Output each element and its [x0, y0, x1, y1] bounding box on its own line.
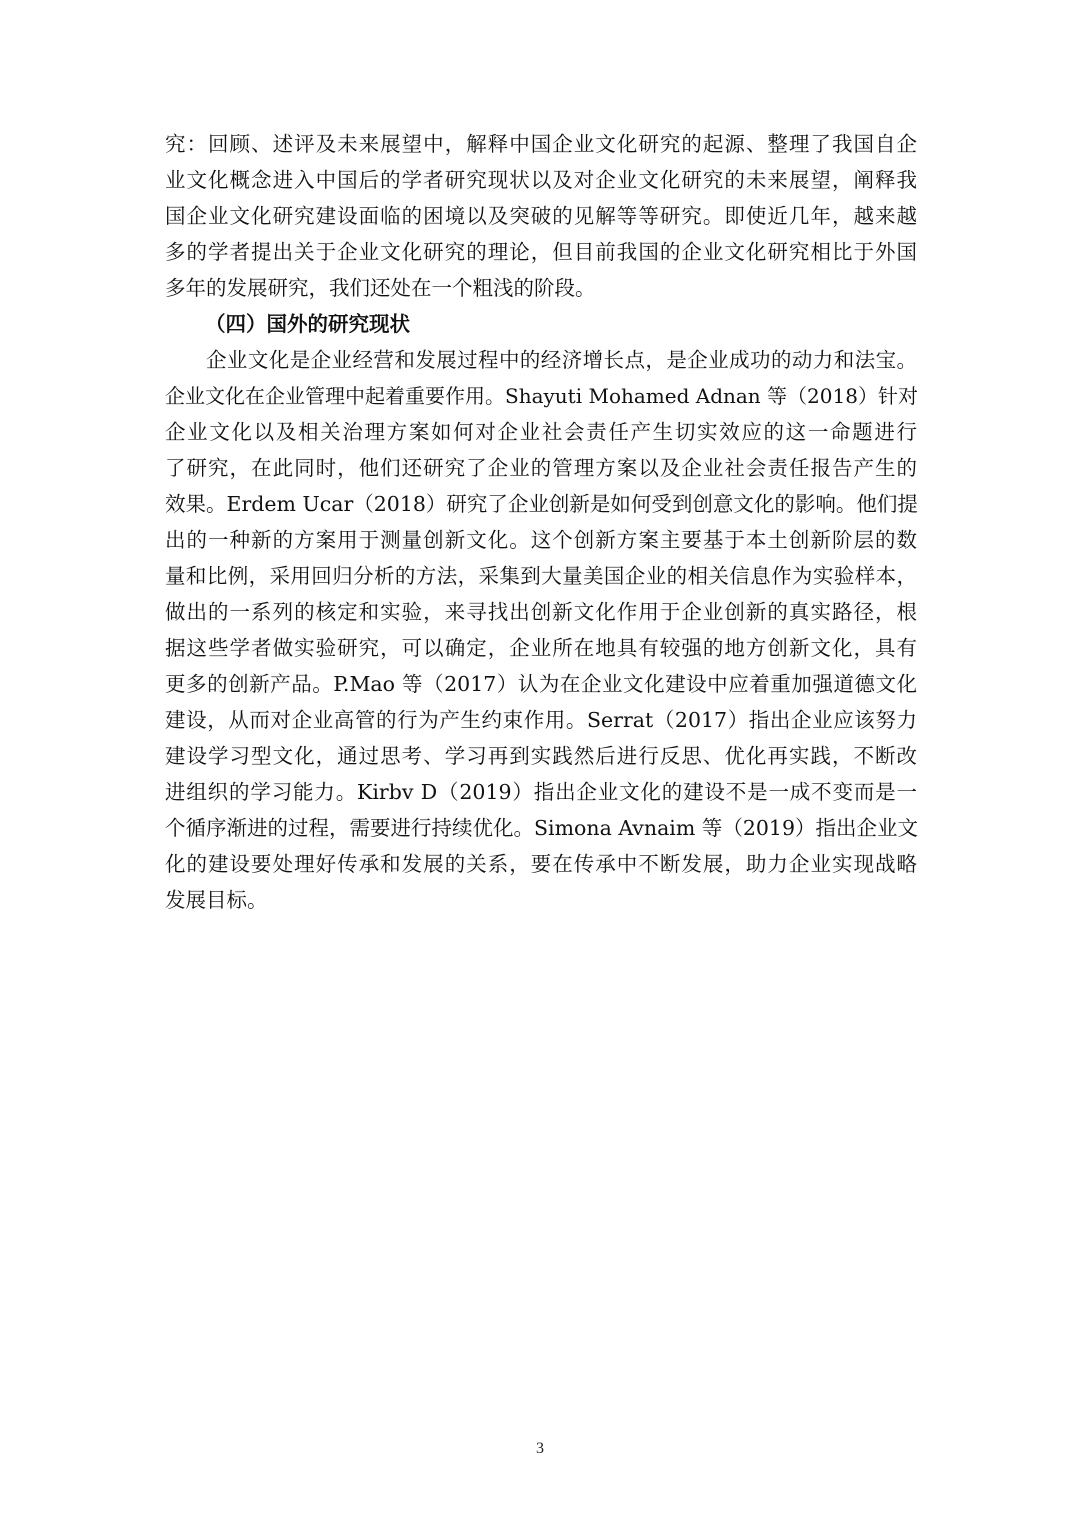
paragraph-line: 更多的创新产品。P.Mao 等（2017）认为在企业文化建设中应着重加强道德文化 — [165, 672, 917, 696]
paragraph-line: 企业文化在企业管理中起着重要作用。Shayuti Mohamed Adnan 等（2018）针对 — [165, 384, 918, 408]
paragraph-line: 企业文化是企业经营和发展过程中的经济增长点，是企业成功的动力和法宝。 — [206, 348, 917, 372]
paragraph-line: 据这些学者做实验研究，可以确定，企业所在地具有较强的地方创新文化，具有 — [165, 636, 917, 660]
paragraph-foreign-research — [165, 342, 917, 918]
paragraph-review — [165, 126, 917, 306]
page-number: 3 — [536, 1440, 544, 1457]
paragraph-line: 化的建设要处理好传承和发展的关系，要在传承中不断发展，助力企业实现战略 — [165, 852, 917, 876]
paragraph-line: 了研究，在此同时，他们还研究了企业的管理方案以及企业社会责任报告产生的 — [165, 456, 917, 480]
paragraph-line: 国企业文化研究建设面临的困境以及突破的见解等等研究。即使近几年，越来越 — [165, 204, 917, 228]
section-heading: （四）国外的研究现状 — [205, 312, 410, 336]
paragraph-line: 建设学习型文化，通过思考、学习再到实践然后进行反思、优化再实践，不断改 — [165, 744, 917, 768]
paragraph-line: 多年的发展研究，我们还处在一个粗浅的阶段。 — [165, 276, 596, 300]
paragraph-line: 发展目标。 — [165, 888, 268, 912]
body-text — [165, 126, 917, 918]
paragraph-line: 建设，从而对企业高管的行为产生约束作用。Serrat（2017）指出企业应该努力 — [165, 708, 917, 732]
paragraph-line: 多的学者提出关于企业文化研究的理论，但目前我国的企业文化研究相比于外国 — [165, 240, 917, 264]
paragraph-line: 企业文化以及相关治理方案如何对企业社会责任产生切实效应的这一命题进行 — [165, 420, 917, 444]
paragraph-line: 进组织的学习能力。Kirbv D（2019）指出企业文化的建设不是一成不变而是一 — [165, 780, 917, 804]
paragraph-line: 究：回顾、述评及未来展望中，解释中国企业文化研究的起源、整理了我国自企 — [165, 132, 917, 156]
paragraph-line: 做出的一系列的核定和实验，来寻找出创新文化作用于企业创新的真实路径，根 — [165, 600, 917, 624]
paragraph-line: 量和比例，采用回归分析的方法，采集到大量美国企业的相关信息作为实验样本， — [165, 564, 917, 588]
paragraph-line: 业文化概念进入中国后的学者研究现状以及对企业文化研究的未来展望，阐释我 — [165, 168, 917, 192]
paragraph-line: 出的一种新的方案用于测量创新文化。这个创新方案主要基于本土创新阶层的数 — [165, 528, 917, 552]
paragraph-line: 个循序渐进的过程，需要进行持续优化。Simona Avnaim 等（2019）指出企业文 — [165, 816, 918, 840]
paragraph-line: 效果。Erdem Ucar（2018）研究了企业创新是如何受到创意文化的影响。他们提 — [165, 492, 918, 516]
